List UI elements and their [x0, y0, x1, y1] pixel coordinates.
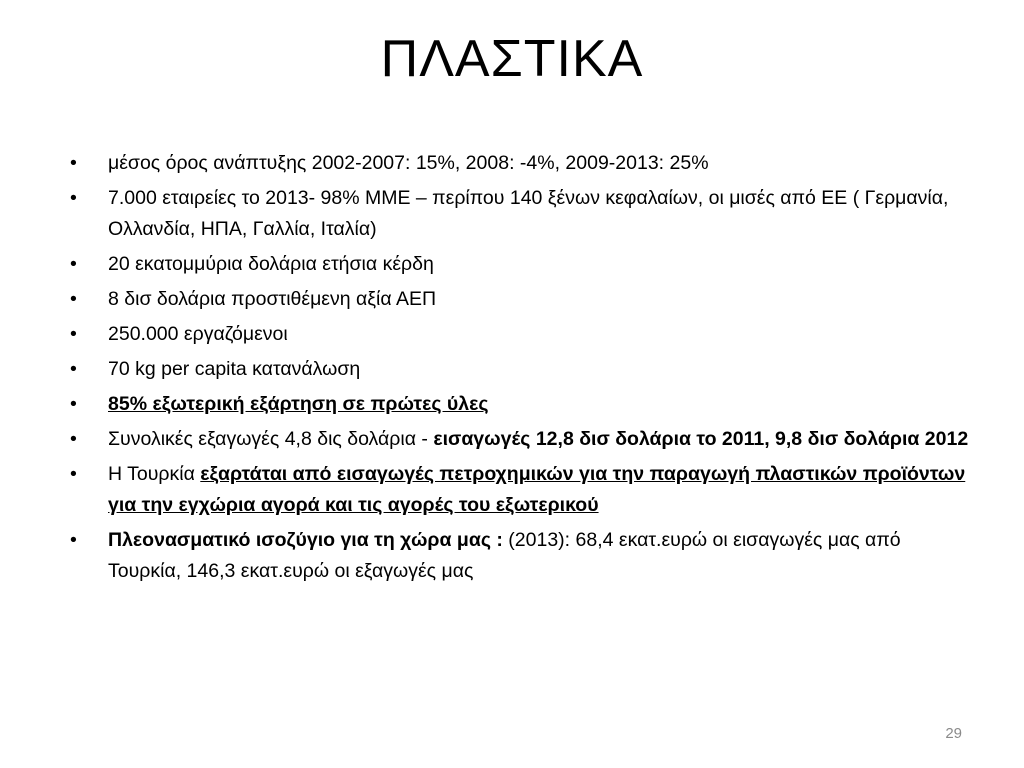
bullet-item: [70, 148, 970, 179]
bullet-item: [70, 389, 970, 420]
bullet-dot-icon: •: [70, 152, 77, 174]
bullet-text: 250.000 εργαζόμενοι: [108, 323, 288, 345]
bullet-dot-icon: •: [70, 253, 77, 275]
bullet-text: Συνολικές εξαγωγές 4,8 δις δολάρια -: [108, 428, 434, 450]
bullet-dot-icon: •: [70, 187, 77, 209]
bullet-item: [70, 249, 970, 280]
slide-title: ΠΛΑΣΤΙΚΑ: [380, 30, 644, 88]
bullet-text: Η Τουρκία: [108, 463, 201, 485]
bullet-text: μέσος όρος ανάπτυξης 2002-2007: 15%, 2008: -4%, 2009-2013: 25%: [108, 152, 709, 174]
bullet-text: (2013): 68,4 εκατ.ευρώ οι εισαγωγές μας από Τουρκία, 146,3 εκατ.ευρώ οι εξαγωγές μας: [108, 529, 901, 582]
bullet-text-emphasis: 85% εξωτερική εξάρτηση σε πρώτες ύλες: [108, 393, 489, 415]
bullet-text-emphasis: εξαρτάται από εισαγωγές πετροχημικών για την παραγωγή πλαστικών προϊόντων για την εγχώρια αγορά και τις αγορές του εξωτερικού: [108, 463, 966, 516]
bullet-dot-icon: •: [70, 529, 77, 551]
bullet-dot-icon: •: [70, 463, 77, 485]
bullet-item: [70, 525, 970, 587]
bullet-item: [70, 284, 970, 315]
bullet-dot-icon: •: [70, 288, 77, 310]
page-number: 29: [945, 725, 962, 742]
bullet-text-bold: εισαγωγές 12,8 δισ δολάρια το 2011, 9,8 δισ δολάρια 2012: [433, 428, 969, 450]
bullet-item: [70, 459, 970, 521]
bullet-item: [70, 424, 970, 455]
bullet-dot-icon: •: [70, 393, 77, 415]
bullet-text: 20 εκατομμύρια δολάρια ετήσια κέρδη: [108, 253, 434, 275]
bullet-item: [70, 319, 970, 350]
bullet-dot-icon: •: [70, 358, 77, 380]
bullet-text-bold: Πλεονασματικό ισοζύγιο για τη χώρα μας :: [108, 529, 509, 551]
bullet-text: 7.000 εταιρείες το 2013- 98% ΜΜΕ – περίπου 140 ξένων κεφαλαίων, οι μισές από ΕΕ ( Γερμανία, Ολλανδία, ΗΠΑ, Γαλλία, Ιταλία): [108, 187, 949, 240]
bullet-dot-icon: •: [70, 428, 77, 450]
bullet-text: 8 δισ δολάρια προστιθέμενη αξία ΑΕΠ: [108, 288, 437, 310]
bullet-text: 70 kg per capita κατανάλωση: [108, 358, 361, 380]
bullet-item: [70, 183, 970, 245]
bullet-dot-icon: •: [70, 323, 77, 345]
bullet-item: [70, 354, 970, 385]
bullet-list: [70, 148, 970, 591]
